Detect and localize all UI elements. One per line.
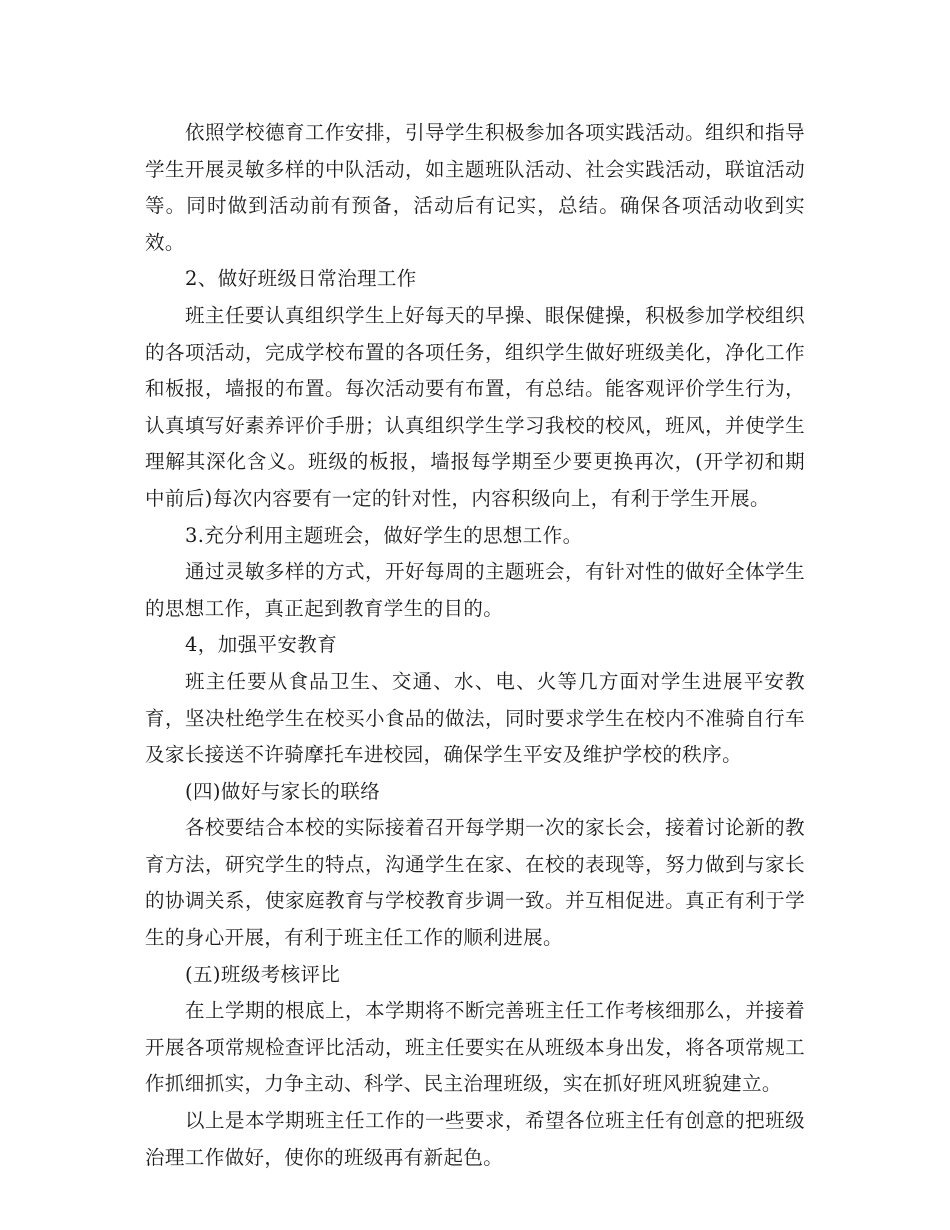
heading-class-assessment: (五)班级考核评比 <box>185 962 341 986</box>
heading-class-meeting: 3.充分利用主题班会，做好学生的思想工作。 <box>185 523 583 547</box>
paragraph-parent-contact: 各校要结合本校的实际接着召开每学期一次的家长会，接着讨论新的教育方法，研究学生的特点，沟通学生在家、在校的表现等，努力做到与家长的协调关系，使家庭教育与学校教育步调一致。并互相促进。真正有利于学生的身心开展，有利于班主任工作的顺利进展。 <box>145 816 805 950</box>
paragraph-class-meeting: 通过灵敏多样的方式，开好每周的主题班会，有针对性的做好全体学生的思想工作，真正起到教育学生的目的。 <box>145 560 805 620</box>
document-body <box>145 115 805 1176</box>
heading-safety-education: 4，加强平安教育 <box>185 633 338 657</box>
paragraph-activities: 依照学校德育工作安排，引导学生积极参加各项实践活动。组织和指导学生开展灵敏多样的中队活动，如主题班队活动、社会实践活动，联谊活动等。同时做到活动前有预备，活动后有记实，总结。确保各项活动收到实效。 <box>145 121 805 254</box>
paragraph-class-assessment: 在上学期的根底上，本学期将不断完善班主任工作考核细那么，并接着开展各项常规检查评比活动，班主任要实在从班级本身出发，将各项常规工作抓细抓实，力争主动、科学、民主治理班级，实在抓好班风班貌建立。 <box>145 999 805 1096</box>
heading-daily-management: 2、做好班级日常治理工作 <box>185 267 417 291</box>
paragraph-safety-education: 班主任要从食品卫生、交通、水、电、火等几方面对学生进展平安教育，坚决杜绝学生在校买小食品的做法，同时要求学生在校内不准骑自行车及家长接送不许骑摩托车进校园，确保学生平安及维护学校的秩序。 <box>145 669 805 767</box>
heading-parent-contact: (四)做好与家长的联络 <box>185 779 381 803</box>
paragraph-conclusion: 以上是本学期班主任工作的一些要求，希望各位班主任有创意的把班级治理工作做好，使你的班级再有新起色。 <box>145 1109 805 1169</box>
paragraph-daily-management: 班主任要认真组织学生上好每天的早操、眼保健操，积极参加学校组织的各项活动，完成学校布置的各项任务，组织学生做好班级美化，净化工作和板报，墙报的布置。每次活动要有布置，有总结。能客观评价学生行为，认真填写好素养评价手册；认真组织学生学习我校的校风，班风，并使学生理解其深化含义。班级的板报，墙报每学期至少要更换再次，(开学初和期中前后)每次内容要有一定的针对性，内容积级向上，有利于学生开展。 <box>145 303 805 510</box>
